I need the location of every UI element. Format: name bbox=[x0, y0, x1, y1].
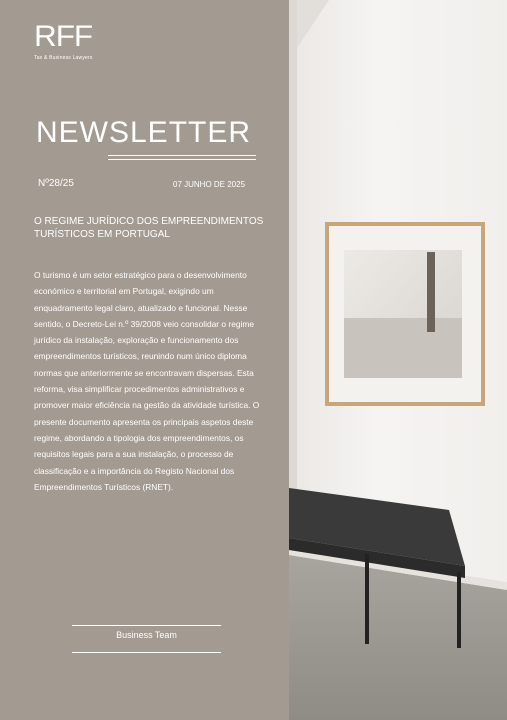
cover-photo bbox=[289, 0, 507, 720]
logo-mark: RFF bbox=[34, 20, 93, 53]
article-title: O REGIME JURÍDICO DOS EMPREENDIMENTOS TURÍSTICOS EM PORTUGAL bbox=[34, 216, 264, 240]
title-divider-bottom bbox=[108, 159, 256, 160]
issue-number: Nº28/25 bbox=[38, 178, 74, 189]
title-divider-top bbox=[108, 155, 256, 156]
newsletter-title: NEWSLETTER bbox=[36, 116, 252, 149]
artwork-shadow bbox=[344, 318, 462, 378]
artwork-figure bbox=[427, 252, 435, 332]
bench-leg-left bbox=[365, 554, 369, 644]
hallway-photo-illustration bbox=[289, 0, 507, 720]
issue-date: 07 JUNHO DE 2025 bbox=[173, 180, 246, 189]
footer-label: Business Team bbox=[116, 630, 177, 640]
footer-divider-top bbox=[72, 625, 221, 626]
logo-tagline: Tax & Business Lawyers bbox=[34, 55, 93, 61]
bench-leg-right bbox=[457, 572, 461, 648]
rff-logo bbox=[34, 22, 93, 61]
article-body: O turismo é um setor estratégico para o desenvolvimento económico e territorial em Portugal, exigindo um enquadramento legal claro, atualizado e funcional. Nesse sentido, o Decreto-Lei n.º 39/2008 veio consolidar o regime jurídico da instalação, exploração e funcionamento dos empreendimentos turísticos, reunindo num único diploma normas que anteriormente se encontravam dispersas. Esta reforma, visa simplificar procedimentos administrativos e promover maior eficiência na gestão da atividade turística. O presente documento apresenta os principais aspetos deste regime, abordando a tipologia dos empreendimentos, os requisitos legais para a sua instalação, o processo de classificação e a importância do Registo Nacional dos Empreendimentos Turísticos (RNET). bbox=[34, 270, 260, 492]
footer-divider-bottom bbox=[72, 652, 221, 653]
